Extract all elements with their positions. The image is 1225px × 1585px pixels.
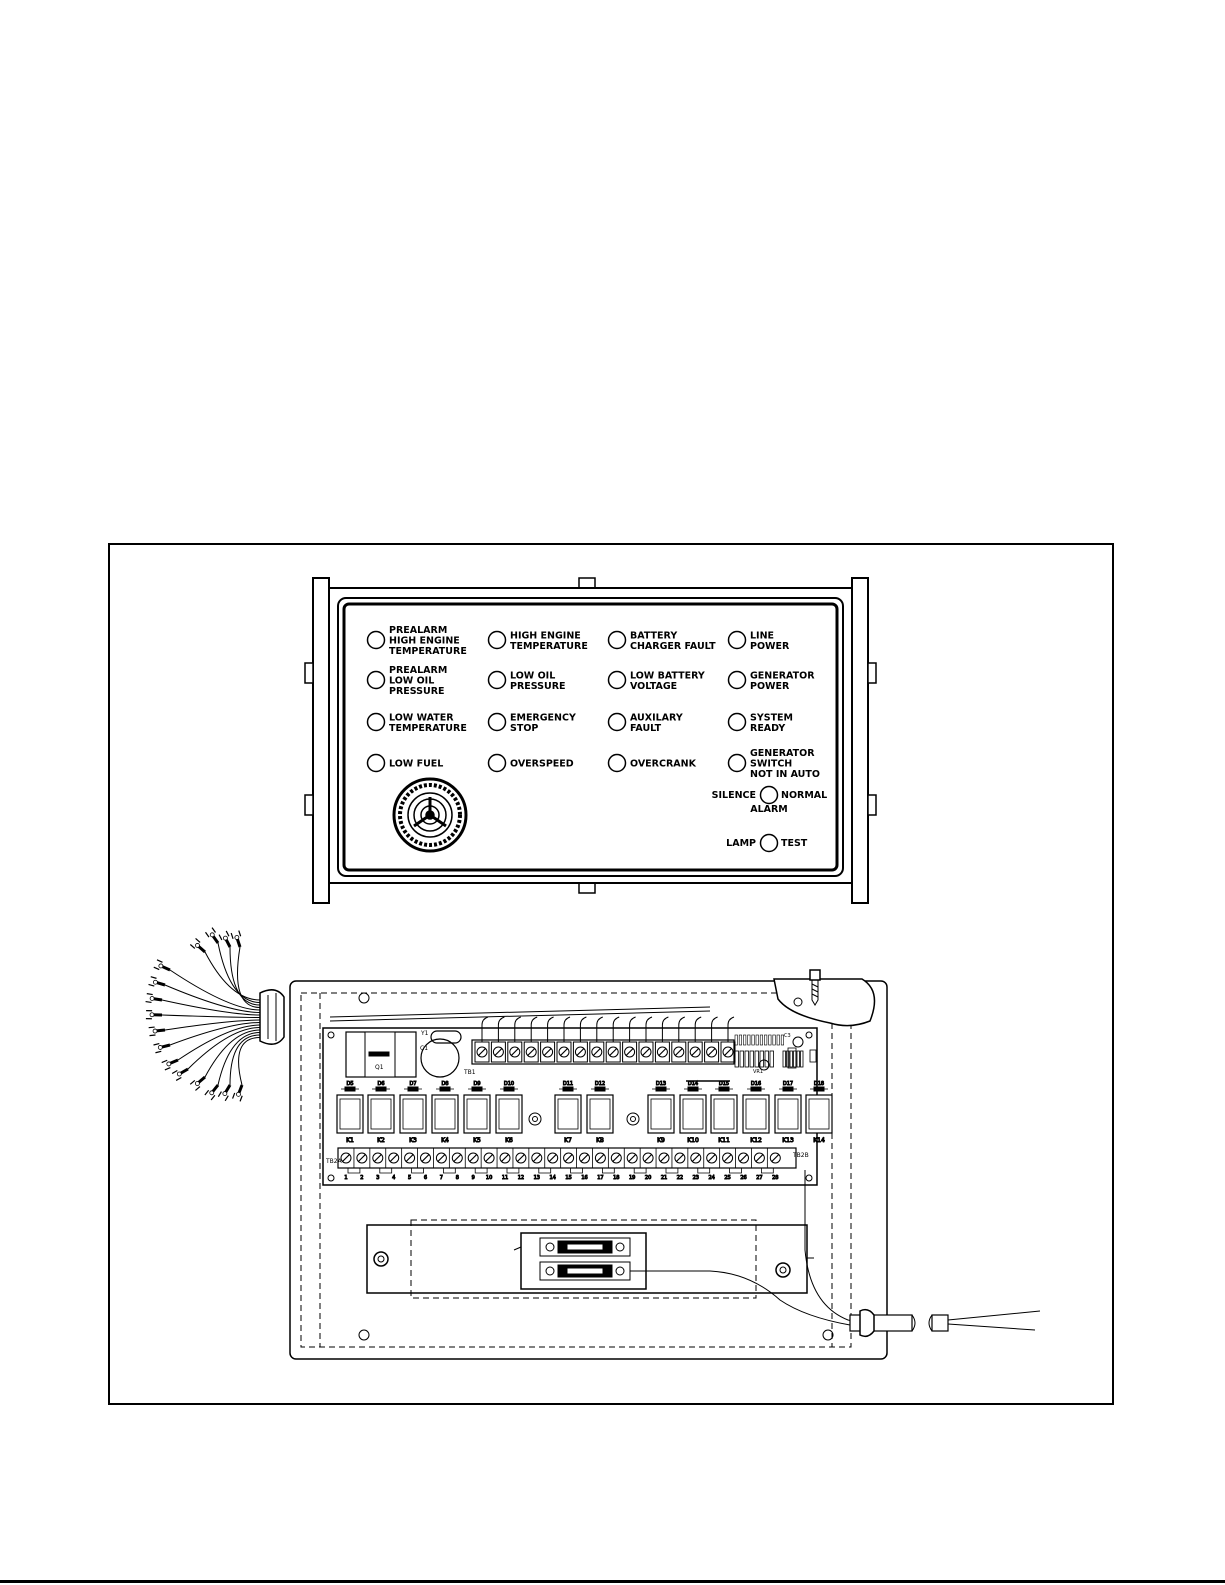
indicator: [729, 712, 794, 734]
indicator: [729, 748, 820, 780]
terminal-number: 7: [439, 1175, 443, 1181]
terminal-number: 9: [471, 1175, 475, 1181]
label-c3: C3: [784, 1033, 791, 1039]
indicator-label: PRESSURE: [389, 686, 445, 697]
indicator-lamp-icon: [489, 714, 506, 731]
enclosure-interior: [290, 970, 887, 1359]
diode-label: D18: [813, 1081, 825, 1087]
indicator-label: STOP: [510, 722, 539, 734]
diode-label: D17: [782, 1081, 794, 1087]
indicator-label: FAULT: [630, 722, 662, 734]
indicator: [368, 712, 467, 734]
alarm-switch-left-label: SILENCE: [711, 790, 756, 801]
relay-label: K6: [505, 1137, 513, 1144]
alarm-switch-below-label: ALARM: [750, 804, 788, 815]
diode-label: D10: [503, 1081, 515, 1087]
indicator: [729, 630, 791, 652]
indicator-lamp-icon: [368, 672, 385, 689]
indicator-lamp-icon: [489, 672, 506, 689]
indicator-label: SYSTEM: [750, 712, 793, 724]
indicator-label: SWITCH: [750, 758, 793, 770]
terminal-number: 27: [756, 1175, 763, 1181]
indicator-label: GENERATOR: [750, 748, 815, 759]
terminal-number: 8: [455, 1175, 459, 1181]
indicator-lamp-icon: [368, 755, 385, 772]
terminal-number: 2: [360, 1175, 364, 1181]
terminal-number: 18: [613, 1175, 620, 1181]
terminal-number: 23: [692, 1175, 699, 1181]
terminal-number: 10: [485, 1175, 493, 1181]
relay-label: K9: [657, 1137, 665, 1144]
indicator-lamp-icon: [368, 714, 385, 731]
alarm-switch-right-label: NORMAL: [781, 790, 828, 801]
indicator-label: LOW OIL: [510, 670, 556, 682]
terminal-number: 4: [392, 1175, 396, 1181]
indicator-label: PREALARM: [389, 625, 448, 636]
indicator-lamp-icon: [729, 755, 746, 772]
alarm-horn: [394, 779, 466, 851]
terminal-number: 20: [644, 1175, 652, 1181]
label-y1: Y1: [421, 1030, 429, 1037]
indicator: [609, 670, 705, 692]
indicator: [489, 755, 574, 772]
indicator-label: LOW FUEL: [389, 758, 444, 770]
indicator: [489, 712, 576, 734]
indicator-label: GENERATOR: [750, 670, 815, 682]
indicator-lamp-icon: [729, 672, 746, 689]
indicator: [368, 625, 467, 657]
relay-label: K14: [813, 1137, 825, 1144]
indicator-lamp-icon: [609, 632, 626, 649]
indicator: [368, 755, 444, 772]
diode-label: D14: [687, 1081, 699, 1087]
diode-label: D13: [655, 1081, 667, 1087]
indicator-label: AUXILARY: [630, 712, 683, 724]
indicator: [609, 712, 683, 734]
indicator-label: OVERSPEED: [510, 758, 574, 770]
diode-label: D16: [750, 1081, 762, 1087]
terminal-number: 1: [344, 1175, 348, 1181]
relay-label: K12: [750, 1137, 762, 1144]
indicator: [489, 670, 566, 692]
left-rail: [313, 578, 329, 903]
relay-label: K8: [596, 1137, 604, 1144]
relay-label: K1: [346, 1137, 354, 1144]
indicator-label: VOLTAGE: [630, 680, 678, 692]
indicator: [729, 670, 816, 692]
terminal-number: 14: [549, 1175, 556, 1181]
indicator-label: TEMPERATURE: [389, 722, 467, 734]
mount-knob: [579, 883, 595, 893]
page-bottom-rule: [0, 1580, 1225, 1583]
indicator-label: CHARGER FAULT: [630, 640, 716, 652]
indicator-label: LINE: [750, 630, 775, 642]
relay-label: K10: [687, 1137, 699, 1144]
terminal-number: 6: [423, 1175, 428, 1181]
lamp-test-switch[interactable]: [761, 835, 778, 852]
label-tb2a: TB2A: [326, 1158, 342, 1165]
relay-label: K7: [564, 1137, 572, 1144]
indicator-label: NOT IN AUTO: [750, 769, 820, 780]
mount-knob: [305, 795, 313, 815]
indicator: [368, 665, 448, 697]
mount-knob: [868, 795, 876, 815]
label-tb1: TB1: [464, 1069, 476, 1076]
indicator-label: HIGH ENGINE: [510, 630, 581, 642]
indicator-label: POWER: [750, 640, 790, 652]
indicator-lamp-icon: [368, 632, 385, 649]
diode-label: D5: [346, 1081, 354, 1087]
mount-knob: [305, 663, 313, 683]
terminal-number: 26: [740, 1175, 747, 1181]
indicator-lamp-icon: [729, 714, 746, 731]
diode-label: D9: [473, 1081, 481, 1087]
terminal-number: 21: [660, 1175, 668, 1181]
relay-label: K4: [441, 1137, 449, 1144]
indicator-lamp-icon: [609, 755, 626, 772]
indicator-lamp-icon: [729, 632, 746, 649]
mount-knob: [868, 663, 876, 683]
relay-label: K13: [782, 1137, 794, 1144]
label-c1: C1: [420, 1045, 429, 1052]
label-vr1: VR1: [753, 1069, 764, 1075]
diode-label: D6: [377, 1081, 385, 1087]
indicator-label: LOW BATTERY: [630, 670, 705, 682]
terminal-number: 11: [501, 1175, 509, 1181]
indicator: [489, 630, 588, 652]
indicator-label: TEMPERATURE: [510, 640, 588, 652]
indicator-lamp-icon: [489, 755, 506, 772]
label-q1: Q1: [375, 1064, 384, 1071]
terminal-number: 24: [708, 1175, 715, 1181]
indicator-lamp-icon: [609, 672, 626, 689]
label-tb2b: TB2B: [793, 1152, 809, 1159]
indicator-label: POWER: [750, 680, 790, 692]
indicator-lamp-icon: [609, 714, 626, 731]
diode-label: D12: [594, 1081, 606, 1087]
indicator-label: LOW WATER: [389, 712, 454, 724]
indicator-lamps: [368, 625, 820, 780]
indicator-label: LOW OIL: [389, 675, 435, 687]
terminal-number: 13: [533, 1175, 540, 1181]
terminal-number: 19: [629, 1175, 636, 1181]
terminal-number: 15: [565, 1175, 572, 1181]
mount-knob: [579, 578, 595, 588]
indicator: [609, 755, 697, 772]
relay-label: K5: [473, 1137, 481, 1144]
lamp-switch-right-label: TEST: [781, 838, 808, 849]
lamp-switch-left-label: LAMP: [726, 838, 756, 849]
indicator-lamp-icon: [489, 632, 506, 649]
annunciator-diagram: [110, 545, 1112, 1403]
diode-label: D7: [409, 1081, 417, 1087]
terminal-number: 28: [772, 1175, 779, 1181]
wire-harness: [146, 928, 284, 1102]
indicator-label: PREALARM: [389, 665, 448, 676]
terminal-number: 12: [517, 1175, 525, 1181]
right-rail: [852, 578, 868, 903]
indicator-label: EMERGENCY: [510, 712, 576, 724]
terminal-number: 5: [408, 1175, 412, 1181]
relay-label: K3: [409, 1137, 417, 1144]
terminal-number: 16: [581, 1175, 588, 1181]
diode-label: D15: [718, 1081, 730, 1087]
terminal-number: 17: [597, 1175, 604, 1181]
terminal-number: 3: [376, 1175, 380, 1181]
indicator-label: HIGH ENGINE: [389, 635, 460, 647]
indicator-label: READY: [750, 722, 786, 734]
terminal-number: 22: [676, 1175, 684, 1181]
relay-label: K11: [718, 1137, 730, 1144]
figure-frame: [108, 543, 1114, 1405]
indicator-label: OVERCRANK: [630, 758, 696, 770]
silence-alarm-switch[interactable]: [761, 787, 778, 804]
exit-cable: [850, 1310, 1040, 1337]
indicator: [609, 630, 717, 652]
diode-label: D8: [441, 1081, 449, 1087]
indicator-label: BATTERY: [630, 630, 678, 642]
indicator-label: PRESSURE: [510, 680, 566, 692]
diode-label: D11: [562, 1081, 574, 1087]
relay-label: K2: [377, 1137, 385, 1144]
terminal-number: 25: [724, 1175, 731, 1181]
indicator-label: TEMPERATURE: [389, 646, 467, 657]
